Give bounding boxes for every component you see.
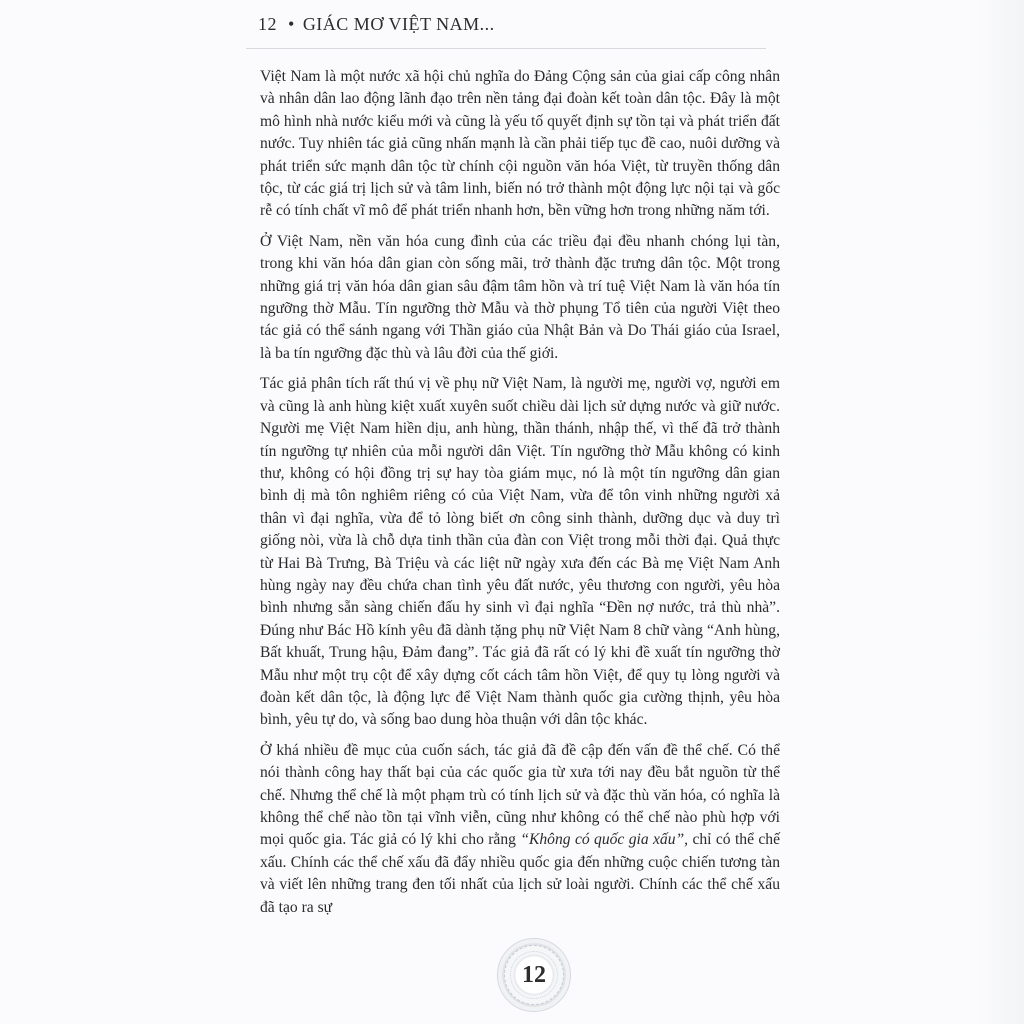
header-book-title: GIÁC MƠ VIỆT NAM...	[302, 14, 495, 34]
quoted-phrase: “Không có quốc gia xấu”,	[520, 831, 689, 849]
header-separator: •	[288, 14, 295, 34]
page-number-badge	[497, 938, 571, 1012]
paragraph-text: Ở khá nhiều đề mục của cuốn sách, tác giả đã đề cập đến vấn đề thể chế. Có thể nói thành công hay thất bại của các quốc gia từ xưa tới nay đều bắt nguồn từ thể chế. Nhưng thể chế là một phạm trù có tính lịch sử và đặc thù văn hóa, có nghĩa là không thể chế nào tồn tại vĩnh viễn, cũng như không có thể chế nào phù hợp với mọi quốc gia. Tác giả có lý khi cho rằng	[260, 741, 780, 849]
running-header	[258, 14, 495, 35]
paragraph: Tác giả phân tích rất thú vị về phụ nữ Việt Nam, là người mẹ, người vợ, người em và cũng là anh hùng kiệt xuất xuyên suốt chiều dài lịch sử dựng nước và giữ nước. Người mẹ Việt Nam hiền dịu, anh hùng, thần thánh, nhập thế, vì thế đã trở thành tín ngưỡng tự nhiên của mỗi người dân Việt. Tín ngưỡng thờ Mẫu không có kinh thư, không có hội đồng trị sự hay tòa giám mục, nó là một tín ngưỡng dân gian bình dị mà tôn nghiêm riêng có của Việt Nam, vừa để tôn vinh những người xả thân vì đại nghĩa, vừa để tỏ lòng biết ơn công sinh thành, dưỡng dục và duy trì giống nòi, vừa là chỗ dựa tinh thần của đàn con Việt trong mỗi thời đại. Quả thực từ Hai Bà Trưng, Bà Triệu và các liệt nữ ngày xưa đến các Bà mẹ Việt Nam Anh hùng ngày nay đều chứa chan tình yêu đất nước, yêu thương con người, yêu hòa bình nhưng sẵn sàng chiến đấu hy sinh vì đại nghĩa “Đền nợ nước, trả thù nhà”. Đúng như Bác Hồ kính yêu đã dành tặng phụ nữ Việt Nam 8 chữ vàng “Anh hùng, Bất khuất, Trung hậu, Đảm đang”. Tác giả đã rất có lý khi đề xuất tín ngưỡng thờ Mẫu như một trụ cột để xây dựng cốt cách tâm hồn Việt, để quy tụ lòng người và đoàn kết dân tộc, là động lực để Việt Nam thành quốc gia cường thịnh, yêu hòa bình, yêu tự do, và sống bao dung hòa thuận với dân tộc khác.	[260, 375, 780, 729]
header-page-number: 12	[258, 14, 277, 34]
header-divider	[246, 48, 766, 49]
paragraph: Việt Nam là một nước xã hội chủ nghĩa do Đảng Cộng sản của giai cấp công nhân và nhân dân lao động lãnh đạo trên nền tảng đại đoàn kết toàn dân tộc. Đây là một mô hình nhà nước kiểu mới và cũng là yếu tố quyết định sự tồn tại và phát triển đất nước. Tuy nhiên tác giả cũng nhấn mạnh là cần phải tiếp tục đề cao, nuôi dưỡng và phát triển sức mạnh dân tộc từ chính cội nguồn văn hóa Việt, từ truyền thống dân tộc, từ các giá trị lịch sử và tâm linh, biến nó trở thành một động lực nội tại và gốc rễ có tính chất vĩ mô để phát triển nhanh hơn, bền vững hơn trong những năm tới.	[260, 68, 780, 220]
footer-page-number: 12	[522, 962, 546, 988]
body-text	[260, 66, 780, 927]
paragraph: Ở Việt Nam, nền văn hóa cung đình của các triều đại đều nhanh chóng lụi tàn, trong khi văn hóa dân gian còn sống mãi, trở thành đặc trưng dân tộc. Một trong những giá trị văn hóa dân gian sâu đậm tâm hồn và trí tuệ Việt Nam là văn hóa tín ngưỡng thờ Mẫu. Tín ngưỡng thờ Mẫu và thờ phụng Tổ tiên của người Việt theo tác giả có thể sánh ngang với Thần giáo của Nhật Bản và Do Thái giáo của Israel, là ba tín ngưỡng đặc thù và lâu đời của thế giới.	[260, 232, 780, 362]
paragraph	[260, 740, 780, 919]
paragraph-text: chỉ có thể chế xấu. Chính các thể chế xấu đã đẩy nhiều quốc gia đến những cuộc chiến tương tàn và viết lên những trang đen tối nhất của lịch sử loài người. Chính các thể chế xấu đã tạo ra sự	[260, 831, 780, 916]
page-edge-shadow	[976, 0, 1024, 1024]
